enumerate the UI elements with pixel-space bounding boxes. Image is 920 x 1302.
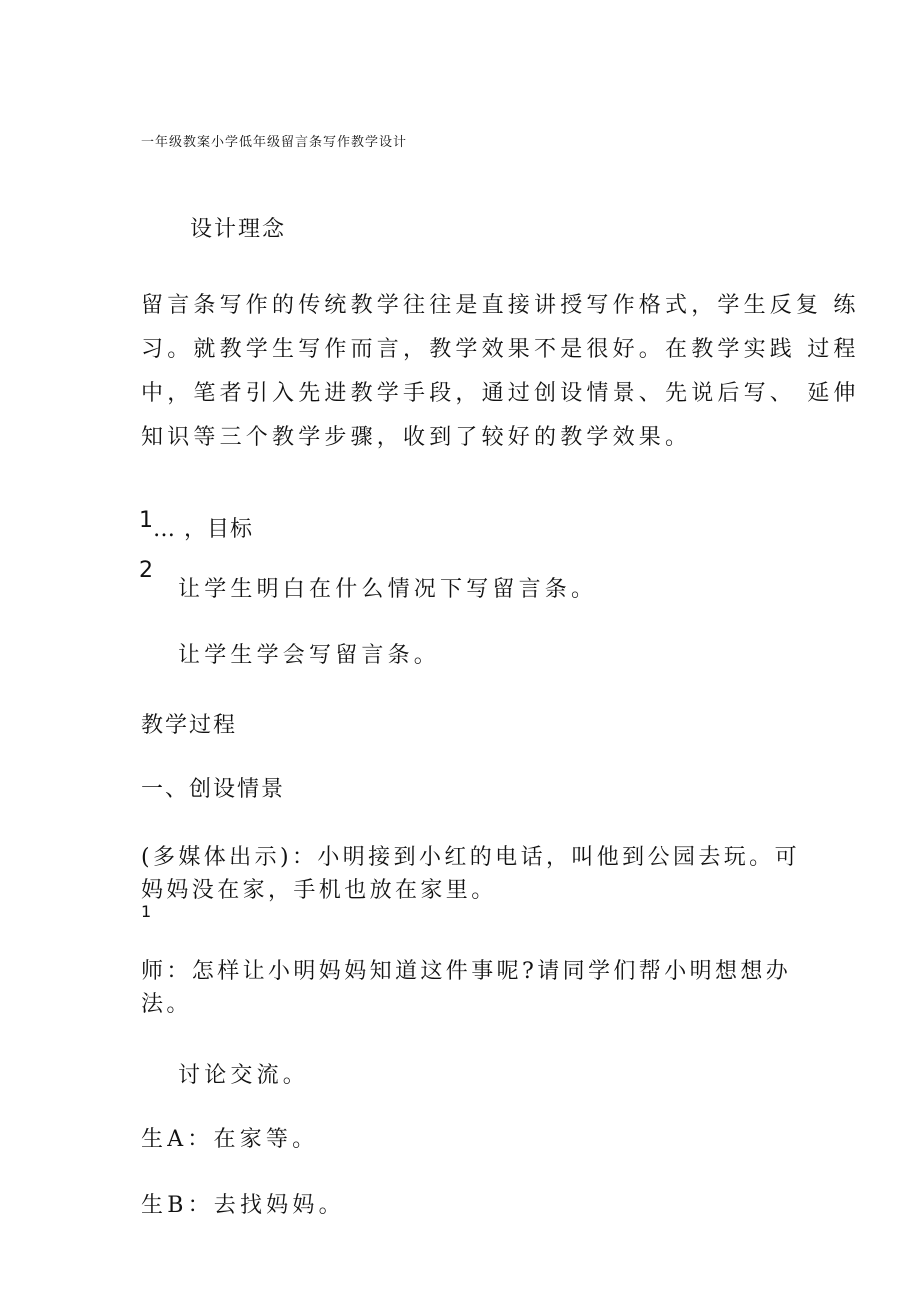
section-heading-concept: 设计理念 — [190, 217, 287, 242]
concept-line: 留言条写作的传统教学往往是直接讲授写作格式，学生反复 练 — [141, 293, 860, 318]
teacher-line: 师：怎样让小明妈妈知道这件事呢?请同学们帮小明想想办 — [141, 959, 792, 984]
goal-item-1: 让学生明白在什么情况下写留言条。 — [178, 577, 598, 602]
teacher-line: 法。 — [141, 992, 192, 1017]
footnote-mark: 1 — [141, 902, 152, 921]
document-header: 一年级教案小学低年级留言条写作教学设计 — [141, 135, 408, 150]
concept-line: 中，笔者引入先进教学手段，通过创设情景、先说后写、 延伸 — [141, 381, 860, 406]
process-heading: 教学过程 — [141, 713, 238, 738]
discussion-line: 讨论交流。 — [178, 1063, 310, 1088]
step-1-heading: 一、创设情景 — [141, 777, 286, 802]
scene-line: (多媒体出示)：小明接到小红的电话，叫他到公园去玩。可 — [141, 845, 800, 870]
goal-heading-number: 1 — [139, 508, 153, 533]
concept-line: 习。就教学生写作而言，教学效果不是很好。在教学实践 过程 — [141, 337, 860, 362]
scene-line: 妈妈没在家，手机也放在家里。 — [141, 878, 497, 903]
goal-heading-text: … ，目标 — [153, 517, 253, 542]
concept-line: 知识等三个教学步骤，收到了较好的教学效果。 — [141, 425, 692, 450]
goal-number-2: 2 — [139, 558, 153, 583]
student-b-line: 生B：去找妈妈。 — [141, 1193, 345, 1218]
student-a-line: 生A：在家等。 — [141, 1127, 319, 1152]
goal-item-2: 让学生学会写留言条。 — [178, 643, 441, 668]
